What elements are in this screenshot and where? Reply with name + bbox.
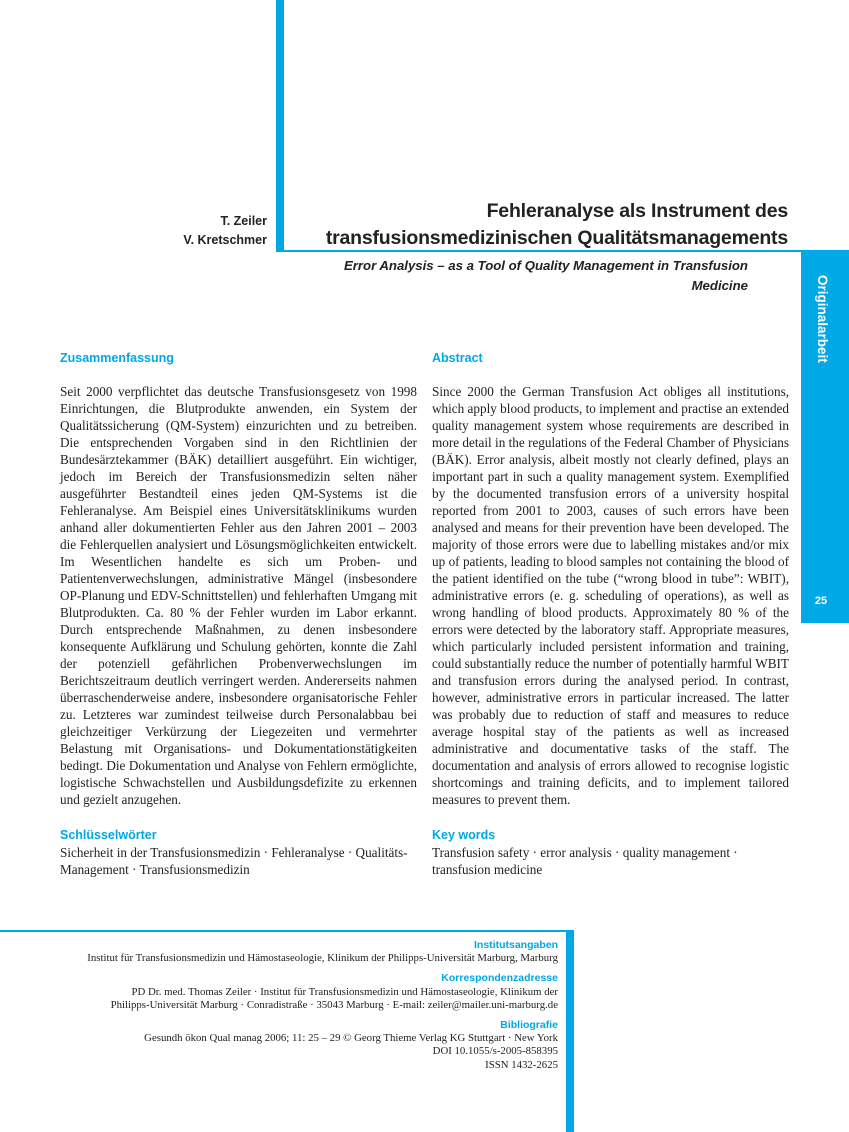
footer-rule [0,930,566,932]
author-list [60,212,267,250]
korrespondenz-line: Philipps-Universität Marburg · Conradistraße · 35043 Marburg · E-mail: zeiler@mailer.uni-marburg.de [110,998,558,1011]
bibliografie-line: Gesundh ökon Qual manag 2006; 11: 25 – 29 © Georg Thieme Verlag KG Stuttgart · New York [144,1032,558,1045]
title-line: transfusionsmedizinischen Qualitätsmanagements [325,227,788,249]
author-name: V. Kretschmer [183,233,267,247]
abstract-text: Since 2000 the German Transfusion Act obliges all institutions, which apply blood products, to implement and practise an extended quality management system whose requirements are described in more detail in the regulations of the Federal Chamber of Physicians (BÄK). Error analysis, albeit mostly not clearly defined, plays an important part in such a quality management system. Exemplified by the documented transfusion errors of a university hospital reported from 2001 to 2003, causes of such errors have been analysed and means for their prevention have been developed. The majority of those errors were due to labelling mistakes and/or mix up of patients, leading to blood samples not containing the blood of the patient identified on the tube (“wrong blood in tube”: WBIT), administrative errors (e. g. scheduling of operations), as well as wrong handling of blood products. Approximately 80 % of the errors were detected by the laboratory staff. Appropriate measures, which particularly included persistent information and training, could substantially reduce the number of potentially harmful WBIT and transfusion errors during the analysed period. In contrast, however, administrative errors in particular increased. The latter was probably due to reduction of staff and measures to reduce average hospital stay of the patients as well as increased administrative and documentative tasks of the staff. The documentation and analysis of errors allowed to recognise logistic shortcomings and training deficits, and to implement tailored measures to prevent them. [432,384,789,807]
english-abstract-column [432,348,789,877]
title-line: Fehleranalyse als Instrument des [486,200,788,222]
abstract-heading: Abstract [432,351,483,365]
bottom-accent-bar [566,930,574,1132]
page-number: 25 [814,595,828,607]
schluesselwoerter-text: Sicherheit in der Transfusionsmedizin · Fehleranalyse · Qualitäts-Management · Transfusionsmedizin [60,845,408,877]
institut-text: Institut für Transfusionsmedizin und Hämostaseologie, Klinikum der Philipps-Universität Marburg, Marburg [87,952,558,965]
article-footer [40,939,558,1072]
bibliografie-heading: Bibliografie [500,1019,558,1032]
korrespondenz-line: PD Dr. med. Thomas Zeiler · Institut für Transfusionsmedizin und Hämostaseologie, Klinikum der [131,985,558,998]
institut-heading: Institutsangaben [473,939,558,951]
zusammenfassung-text: Seit 2000 verpflichtet das deutsche Transfusionsgesetz von 1998 Einrichtungen, die Blutprodukte anwenden, ein System der Qualitätssicherung (QM-System) einzurichten und zu betreiben. Die entsprechenden Vorgaben sind in den Richtlinien der Bundesärztekammer (BÄK) detailliert ausgeführt. Ein wichtiger, jedoch im Bereich der Transfusionsmedizin selten näher ausgeführter Bestandteil eines jeden QM-Systems ist die Fehleranalyse. Am Beispiel eines Universitätsklinikums wurden anhand aller dokumentierten Fehler aus den Jahren 2001 – 2003 die Fehlerquellen analysiert und Lösungsmöglichkeiten entwickelt. Im Wesentlichen handelte es sich um Proben- und Patientenverwechslungen, administrative Mängel (insbesondere OP-Planung und EDV-Schnittstellen) und fehlerhaften Umgang mit Blutprodukten. Ca. 80 % der Fehler wurden im Labor erkannt. Durch entsprechende Maßnahmen, zu denen insbesondere konsequente Aufklärung und Schulung gehörten, konnte die Zahl der potenziell gefährlichen Probenverwechslungen im Berichtszeitraum deutlich verringert werden. Andererseits nahmen überraschenderweise andere, insbesondere organisatorische Fehler zu. Letzteres war zumindest teilweise durch Personalabbau bei gleichzeitiger Verkürzung der Liegezeiten und vermehrter Belastung mit Organisations- und Dokumentationstätigkeiten bedingt. Die Dokumentation und Analyse von Fehlern ermöglichte, logistische Schwachstellen und Ausbildungsdefizite zu erkennen und gezielt anzugehen. [60,384,417,807]
bibliografie-line: ISSN 1432-2625 [485,1058,558,1071]
keywords-text: Transfusion safety · error analysis · quality management · transfusion medicine [432,845,738,877]
author-name: T. Zeiler [220,214,267,228]
keywords-heading: Key words [432,828,496,842]
article-type-label: Originalarbeit [815,275,830,363]
top-accent-bar [276,0,284,250]
bibliografie-line: DOI 10.1055/s-2005-858395 [432,1045,558,1058]
article-title [290,198,788,252]
korrespondenz-heading: Korrespondenzadresse [441,972,558,985]
article-subtitle: Error Analysis – as a Tool of Quality Management in Transfusion Medicine [343,258,748,293]
schluesselwoerter-heading: Schlüsselwörter [60,828,157,842]
german-summary-column [60,348,417,877]
zusammenfassung-heading: Zusammenfassung [60,351,174,365]
